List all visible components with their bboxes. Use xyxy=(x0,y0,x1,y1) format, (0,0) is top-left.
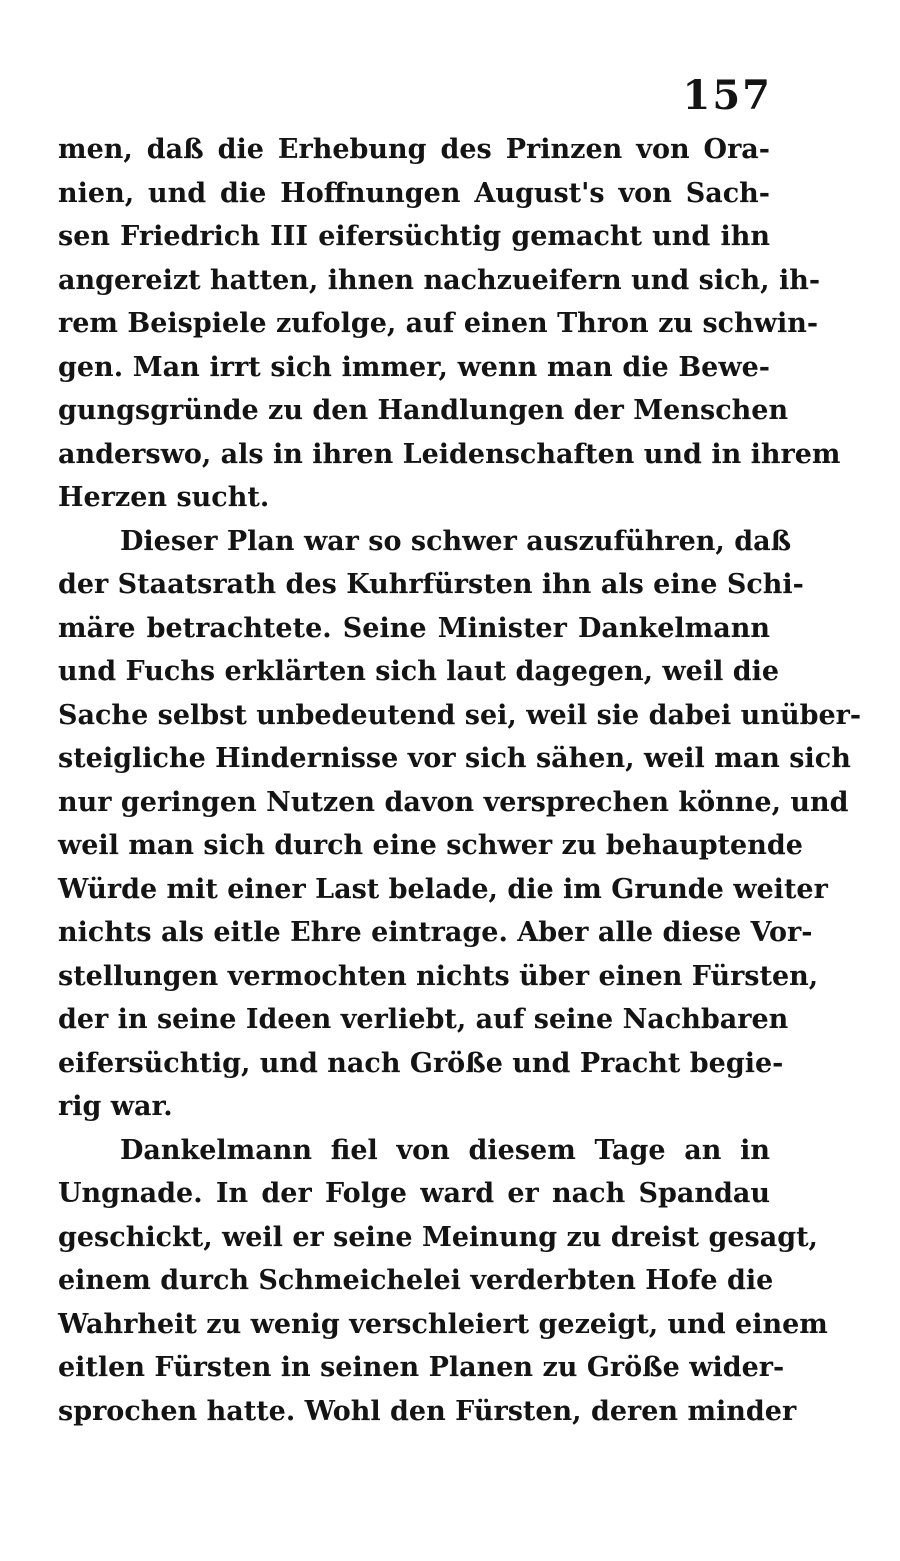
text-line: eifersüchtig, und nach Größe und Pracht begie- xyxy=(58,1047,784,1079)
text-line: rig war. xyxy=(58,1091,173,1122)
paragraph xyxy=(58,128,841,520)
text-line: eitlen Fürsten in seinen Planen zu Größe wider- xyxy=(58,1352,785,1383)
text-line: stellungen vermochten nichts über einen Fürsten, xyxy=(58,960,819,992)
text-line: einem durch Schmeichelei verderbten Hofe die xyxy=(58,1265,774,1296)
text-line: nur geringen Nutzen davon versprechen könne, und xyxy=(58,786,849,818)
text-line: men, daß die Erhebung des Prinzen von Ora- xyxy=(58,134,770,165)
text-line: geschickt, weil er seine Meinung zu dreist gesagt, xyxy=(58,1221,818,1253)
text-line: und Fuchs erklärten sich laut dagegen, weil die xyxy=(58,656,780,687)
paragraph xyxy=(58,520,862,1129)
text-line: märe betrachtete. Seine Minister Dankelmann xyxy=(58,612,770,644)
text-line: angereizt hatten, ihnen nachzueifern und sich, ih- xyxy=(58,264,821,296)
paragraph xyxy=(58,1129,828,1434)
text-line: weil man sich durch eine schwer zu behauptende xyxy=(58,830,803,861)
page-number: 157 xyxy=(682,72,772,119)
text-line: Herzen sucht. xyxy=(58,482,270,513)
text-line: gungsgründe zu den Handlungen der Menschen xyxy=(58,395,789,426)
text-line: rem Beispiele zufolge, auf einen Thron zu schwin- xyxy=(58,308,819,339)
text-line: der in seine Ideen verliebt, auf seine Nachbaren xyxy=(58,1004,789,1035)
text-line: Sache selbst unbedeutend sei, weil sie dabei unüber- xyxy=(58,699,862,731)
body-text xyxy=(58,128,862,1433)
text-line: nien, und die Hoffnungen August's von Sach- xyxy=(58,177,770,209)
text-line: Ungnade. In der Folge ward er nach Spandau xyxy=(58,1178,770,1209)
text-line: Dieser Plan war so schwer auszuführen, daß xyxy=(120,525,792,557)
text-line: anderswo, als in ihren Leidenschaften und in ihrem xyxy=(58,438,841,470)
text-line: Dankelmann fiel von diesem Tage an in xyxy=(120,1134,770,1166)
text-line: sprochen hatte. Wohl den Fürsten, deren minder xyxy=(58,1395,797,1427)
text-line: gen. Man irrt sich immer, wenn man die Bewe- xyxy=(58,351,770,383)
text-line: steigliche Hindernisse vor sich sähen, weil man sich xyxy=(58,743,851,774)
text-line: Würde mit einer Last belade, die im Grunde weiter xyxy=(58,873,828,905)
text-line: sen Friedrich III eifersüchtig gemacht und ihn xyxy=(58,221,770,252)
text-line: der Staatsrath des Kuhrfürsten ihn als eine Schi- xyxy=(58,569,804,600)
text-line: Wahrheit zu wenig verschleiert gezeigt, und einem xyxy=(58,1308,828,1340)
text-line: nichts als eitle Ehre eintrage. Aber alle diese Vor- xyxy=(58,917,813,948)
